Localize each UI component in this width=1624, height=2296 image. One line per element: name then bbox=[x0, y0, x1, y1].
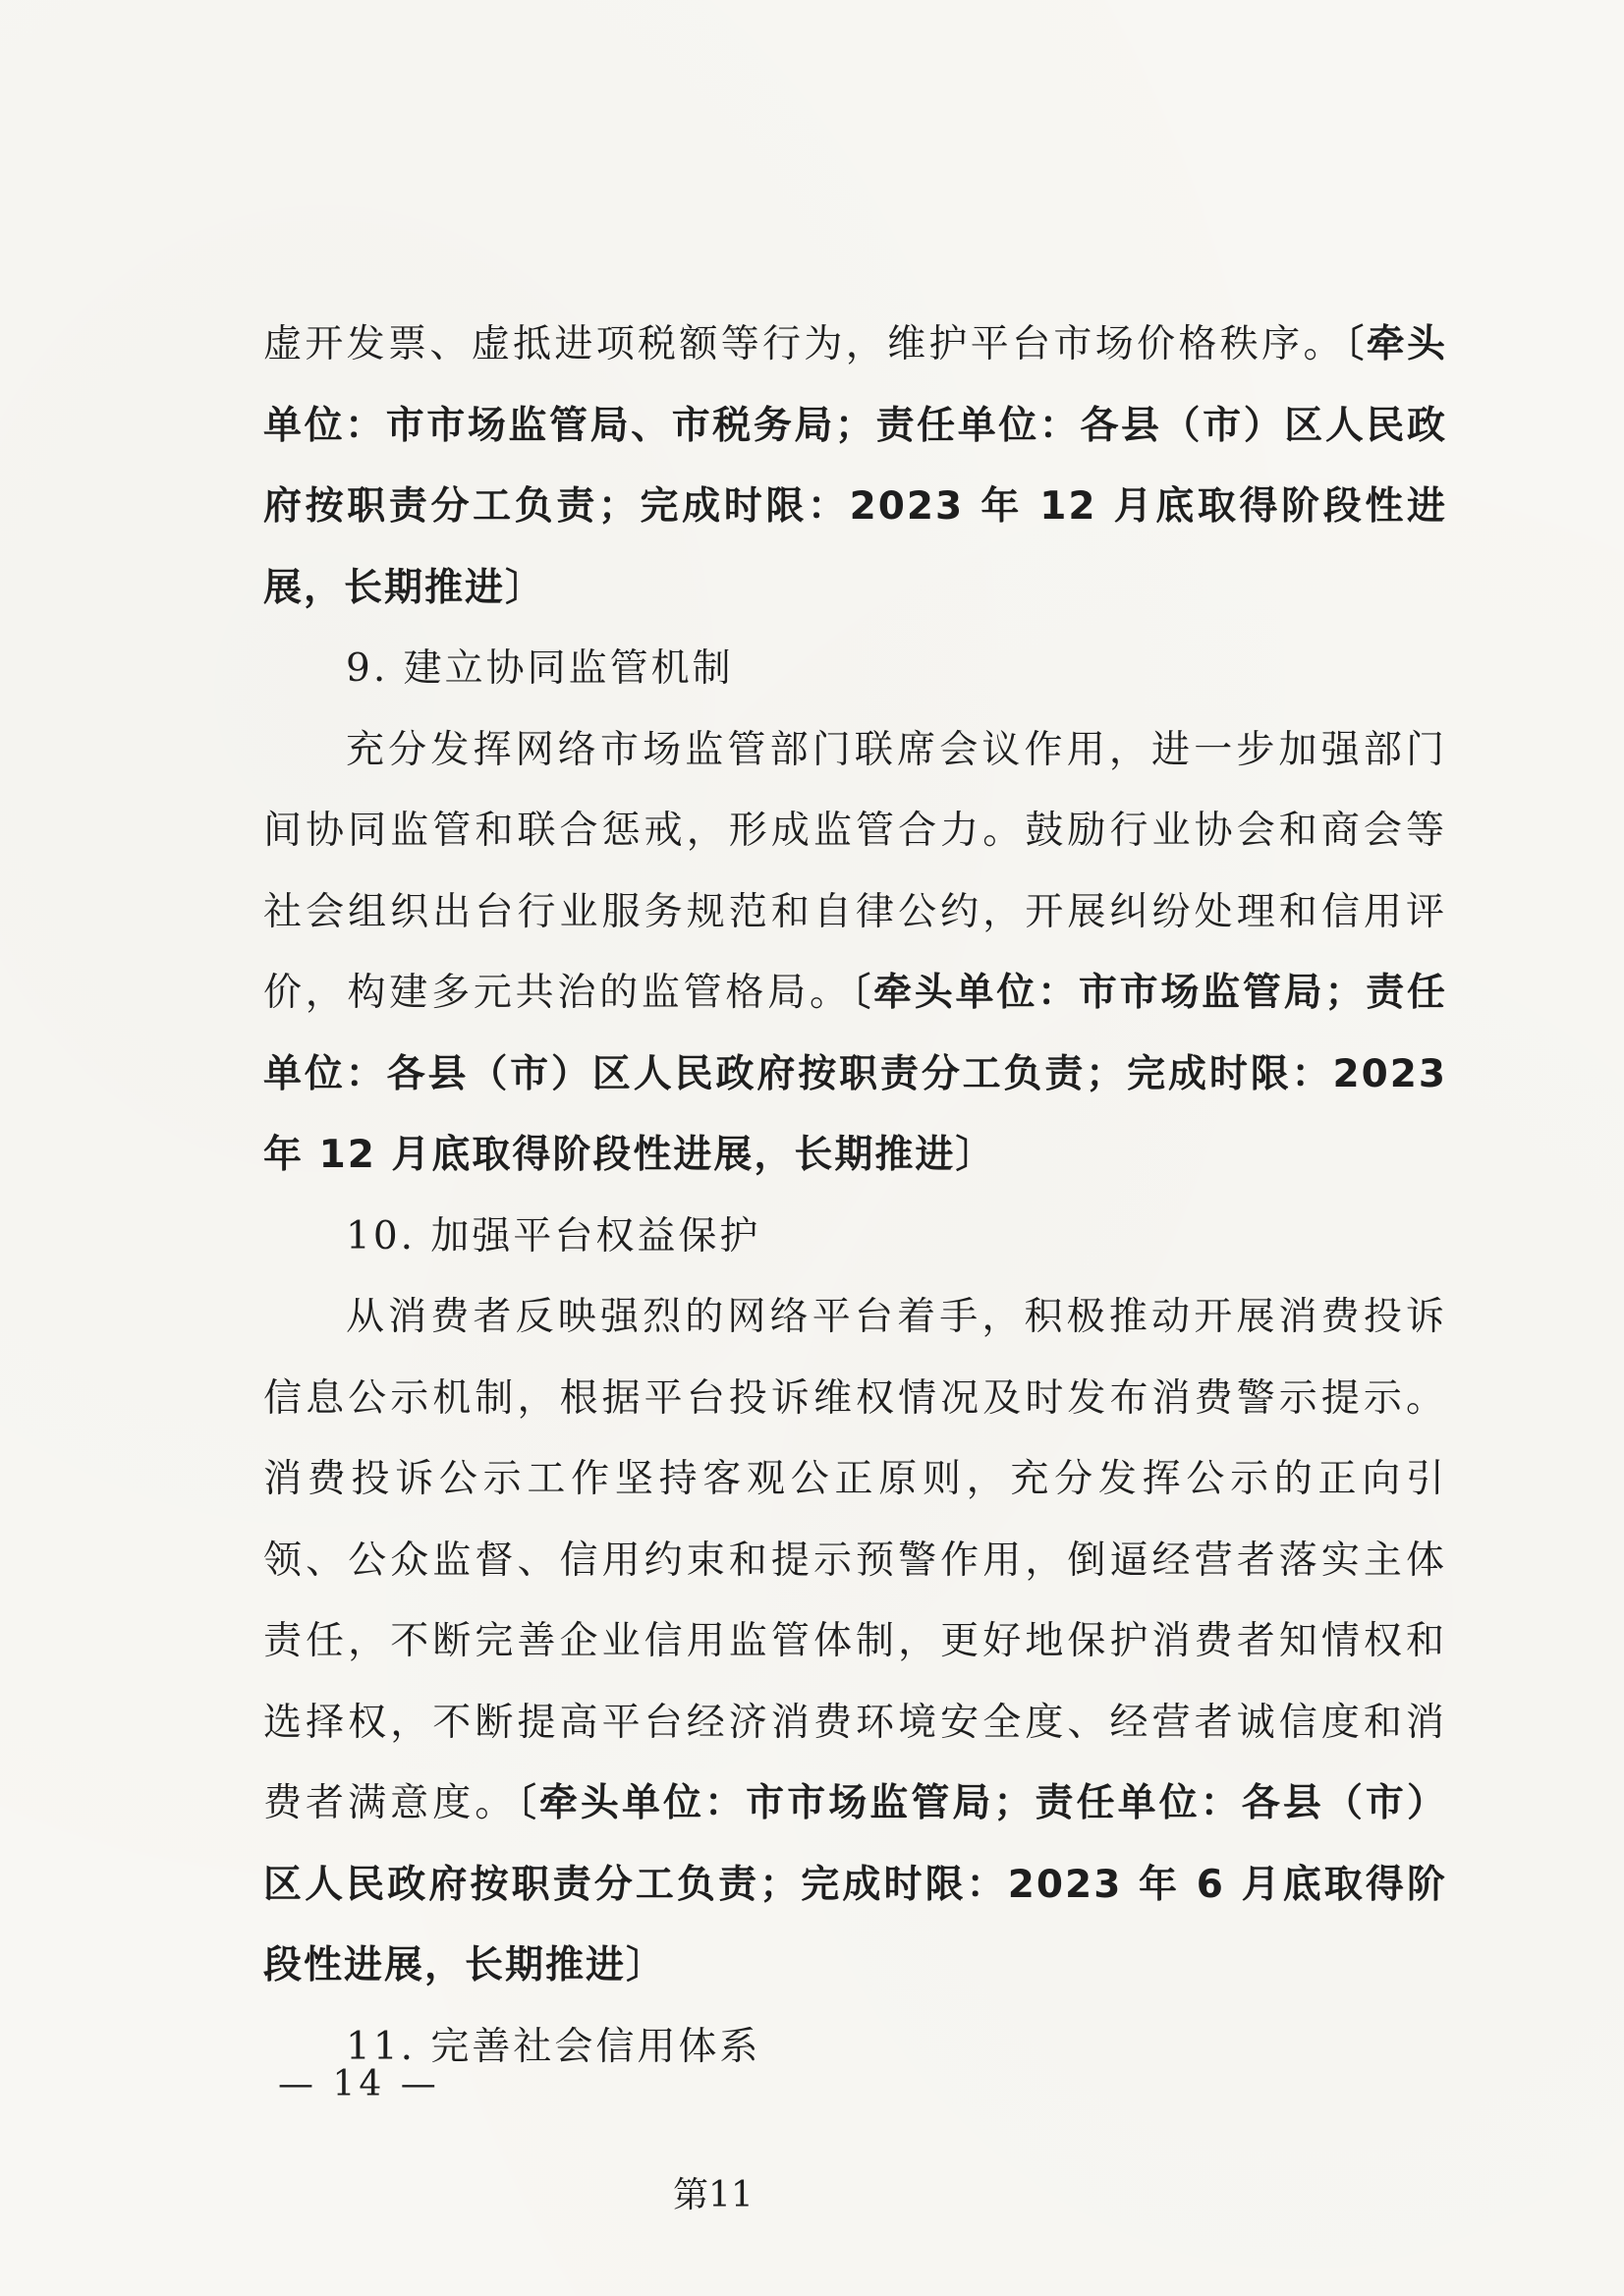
section-paragraph-9 bbox=[263, 710, 1447, 1197]
responsibility-note: 〔牵头单位：市市场监管局、市税务局；责任单位：各县（市）区人民政府按职责分工负责；完成时限：2023 年 12 月底取得阶段性进展，长期推进〕 bbox=[263, 322, 1447, 610]
document-body bbox=[263, 305, 1447, 2088]
section-heading-9: 9. 建立协同监管机制 bbox=[346, 646, 734, 691]
section-paragraph-10-text: 从消费者反映强烈的网络平台着手，积极推动开展消费投诉信息公示机制，根据平台投诉维权情况及时发布消费警示提示。消费投诉公示工作坚持客观公正原则，充分发挥公示的正向引领、公众监督、信用约束和提示预警作用，倒逼经营者落实主体责任，不断完善企业信用监管体制，更好地保护消费者知情权和选择权，不断提高平台经济消费环境安全度、经营者诚信度和消费者满意度。 bbox=[263, 1295, 1447, 1825]
section-paragraph-9-text: 充分发挥网络市场监管部门联席会议作用，进一步加强部门间协同监管和联合惩戒，形成监管合力。鼓励行业协会和商会等社会组织出台行业服务规范和自律公约，开展纠纷处理和信用评价，构建多元共治的监管格局。 bbox=[263, 727, 1447, 1015]
footer-mark: 第11 bbox=[673, 2175, 754, 2215]
responsibility-note: 〔牵头单位：市市场监管局；责任单位：各县（市）区人民政府按职责分工负责；完成时限：2023 年 6 月底取得阶段性进展，长期推进〕 bbox=[263, 1781, 1447, 1988]
page-number: — 14 — bbox=[278, 2064, 440, 2104]
section-paragraph-10 bbox=[263, 1277, 1447, 2007]
responsibility-note: 〔牵头单位：市市场监管局；责任单位：各县（市）区人民政府按职责分工负责；完成时限：2023 年 12 月底取得阶段性进展，长期推进〕 bbox=[263, 971, 1447, 1177]
paragraph-intro-text: 虚开发票、虚抵进项税额等行为，维护平台市场价格秩序。 bbox=[263, 322, 1345, 366]
paragraph-intro bbox=[263, 305, 1447, 629]
section-heading-11: 11. 完善社会信用体系 bbox=[346, 2024, 761, 2069]
section-heading-10: 10. 加强平台权益保护 bbox=[346, 1213, 761, 1259]
